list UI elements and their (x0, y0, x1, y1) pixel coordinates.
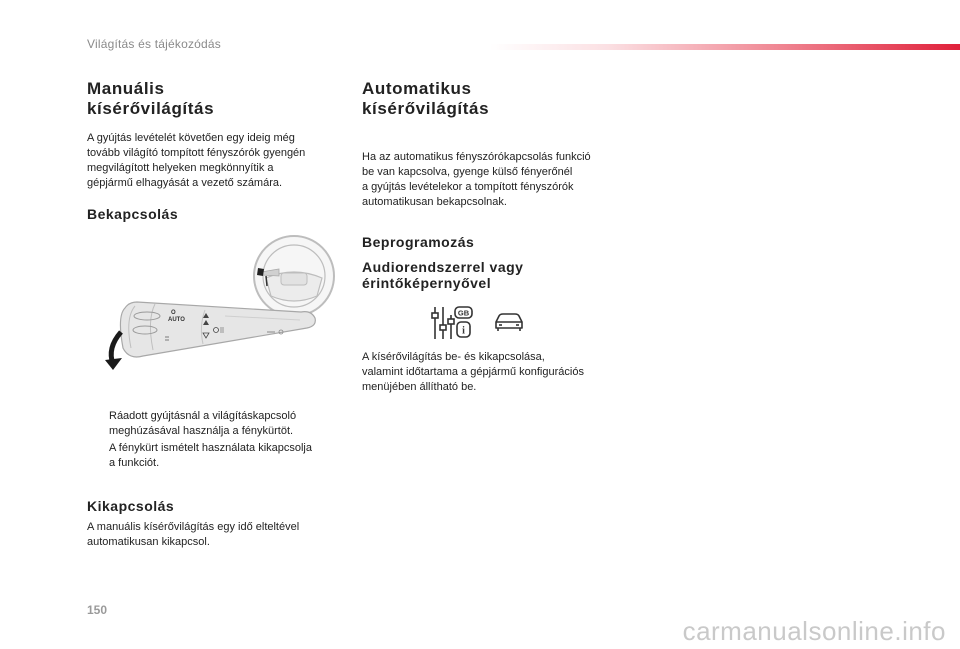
list-item-line: a funkciót. (109, 457, 160, 469)
off-text (87, 520, 299, 550)
right-heading-line-2: kísérővilágítás (362, 99, 490, 118)
info-label: i (462, 325, 465, 337)
list-item (87, 441, 312, 471)
left-intro-line-3: megvilágított helyeken megkönnyítik a (87, 162, 274, 174)
left-intro-line-2: tovább világító tompított fényszórók gyengén (87, 147, 306, 159)
language-gb-label: GB (457, 308, 470, 318)
list-item-line: meghúzásával használja a fénykürtöt. (109, 425, 294, 437)
right-intro-line-3: a gyújtás levételekor a tompított fényszórók (362, 181, 574, 193)
pull-arrow-icon (105, 332, 122, 370)
header-accent-bar (490, 44, 960, 50)
left-heading-line-2: kísérővilágítás (87, 99, 215, 118)
off-position-label: O (171, 310, 176, 316)
section-off-heading: Kikapcsolás (87, 498, 175, 514)
car-config-icon (493, 312, 525, 332)
off-text-line-2: automatikusan kikapcsol. (87, 536, 210, 548)
left-heading-line-1: Manuális (87, 79, 165, 98)
left-heading (87, 79, 214, 119)
subsection-heading (362, 259, 523, 291)
header-title: Világítás és tájékozódás (87, 37, 221, 51)
section-on-heading: Bekapcsolás (87, 206, 179, 222)
right-heading (362, 79, 489, 119)
right-intro-line-2: be van kapcsolva, gyenge külső fényerőnél (362, 166, 573, 178)
right-body-line-1: A kísérővilágítás be- és kikapcsolása, (362, 351, 545, 363)
subsection-heading-line-1: Audiorendszerrel vagy (362, 259, 524, 275)
light-stalk-illustration (95, 236, 340, 371)
right-body (362, 350, 584, 395)
left-intro-line-4: gépjármű elhagyását a vezető számára. (87, 177, 283, 189)
left-intro-line-1: A gyújtás levételét követően egy ideig még (87, 132, 295, 144)
right-body-line-3: menüjében állítható be. (362, 381, 477, 393)
list-item-line: A fénykürt ismételt használata kikapcsolja (109, 442, 312, 454)
page-number: 150 (87, 603, 108, 617)
right-body-line-2: valamint időtartama a gépjármű konfigurációs (362, 366, 584, 378)
right-intro-line-1: Ha az automatikus fényszórókapcsolás funkció (362, 151, 591, 163)
list-item-line: Ráadott gyújtásnál a világításkapcsoló (109, 410, 297, 422)
on-instructions-list (87, 409, 312, 473)
auto-label: AUTO (168, 317, 185, 323)
left-intro (87, 131, 305, 191)
section-prog-heading: Beprogramozás (362, 234, 475, 250)
off-text-line-1: A manuális kísérővilágítás egy idő elteltével (87, 521, 300, 533)
right-intro (362, 150, 591, 210)
subsection-heading-line-2: érintőképernyővel (362, 275, 492, 291)
site-watermark: carmanualsonline.info (682, 616, 946, 646)
settings-sliders-icon (430, 305, 474, 341)
right-intro-line-4: automatikusan bekapcsolnak. (362, 196, 507, 208)
right-heading-line-1: Automatikus (362, 79, 472, 98)
list-item (87, 409, 312, 439)
